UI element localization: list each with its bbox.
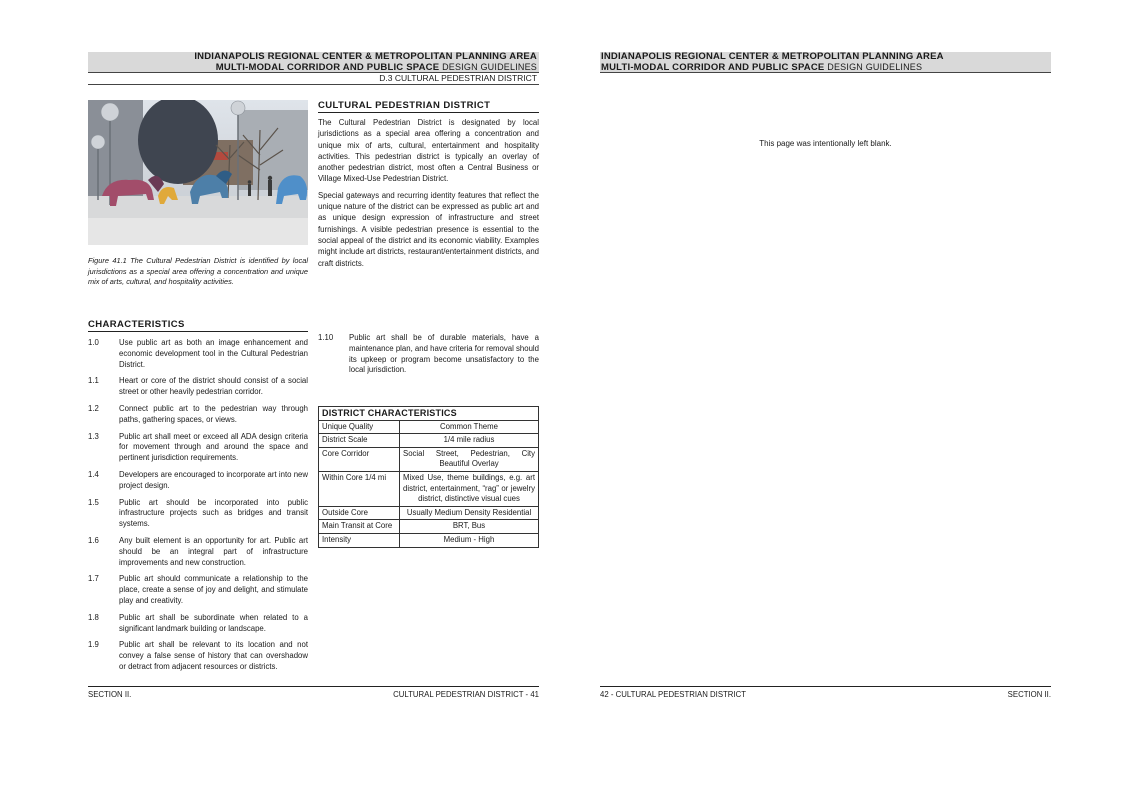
list-item bbox=[88, 470, 308, 492]
item-number: 1.6 bbox=[88, 535, 99, 545]
table-row bbox=[319, 434, 539, 448]
intro-heading: CULTURAL PEDESTRIAN DISTRICT bbox=[318, 100, 539, 113]
item-text: Any built element is an opportunity for art. Public art should be an integral part of infrastructure improvements and new construction. bbox=[119, 535, 308, 567]
footer-right: CULTURAL PEDESTRIAN DISTRICT - 41 bbox=[393, 690, 539, 699]
table-value: Social Street, Pedestrian, City Beautiful Overlay bbox=[400, 447, 539, 471]
table-row bbox=[319, 533, 539, 547]
item-number: 1.0 bbox=[88, 338, 99, 347]
table-value: 1/4 mile radius bbox=[400, 434, 539, 448]
table-row bbox=[319, 506, 539, 520]
table-value: Mixed Use, theme buildings, e.g. art district, entertainment, “rag” or jewelry district, distinctive visual cues bbox=[400, 471, 539, 506]
table-label: Main Transit at Core bbox=[319, 520, 400, 534]
list-item bbox=[88, 376, 308, 398]
item-text: Public art should be incorporated into public infrastructure projects such as bridges and transit systems. bbox=[119, 497, 308, 529]
characteristics-heading: CHARACTERISTICS bbox=[88, 319, 308, 332]
header-subtitle-thin: DESIGN GUIDELINES bbox=[827, 62, 923, 72]
list-item bbox=[88, 432, 308, 464]
characteristics-section bbox=[88, 319, 308, 673]
item-text: Use public art as both an image enhancement and economic development tool in the Cultural Pedestrian District. bbox=[119, 338, 308, 369]
list-item bbox=[88, 613, 308, 635]
list-item bbox=[88, 338, 308, 370]
district-photo bbox=[88, 100, 308, 245]
table-value: Medium - High bbox=[400, 533, 539, 547]
item-number: 1.8 bbox=[88, 612, 99, 622]
table-label: Within Core 1/4 mi bbox=[319, 471, 400, 506]
table-label: Unique Quality bbox=[319, 420, 400, 434]
page-header bbox=[600, 52, 1051, 73]
list-item bbox=[88, 404, 308, 426]
footer-left: 42 - CULTURAL PEDESTRIAN DISTRICT bbox=[600, 690, 746, 699]
item-number: 1.9 bbox=[88, 640, 99, 650]
list-item bbox=[88, 574, 308, 606]
district-characteristics-table bbox=[318, 406, 539, 548]
intro-section bbox=[318, 100, 539, 269]
header-subtitle-bold: MULTI-MODAL CORRIDOR AND PUBLIC SPACE bbox=[601, 62, 825, 72]
list-item bbox=[88, 498, 308, 530]
list-item bbox=[88, 536, 308, 568]
figure-caption: Figure 41.1 The Cultural Pedestrian District is identified by local jurisdictions as a special area offering a concentration and unique mix of arts, cultural, and hospitality activities. bbox=[88, 256, 308, 287]
table-value: Usually Medium Density Residential bbox=[400, 506, 539, 520]
item-text: Public art shall meet or exceed all ADA design criteria for movement through and around the space and pertinent jurisdiction requirements. bbox=[119, 431, 308, 463]
header-title: INDIANAPOLIS REGIONAL CENTER & METROPOLITAN PLANNING AREA bbox=[88, 52, 539, 62]
left-page bbox=[88, 0, 539, 794]
table-row bbox=[319, 471, 539, 506]
item-number: 1.10 bbox=[318, 333, 334, 342]
page-header bbox=[88, 52, 539, 85]
footer-right: SECTION II. bbox=[1007, 690, 1051, 699]
item-number: 1.2 bbox=[88, 403, 99, 413]
header-subtitle-thin: DESIGN GUIDELINES bbox=[442, 62, 537, 72]
table-label: Outside Core bbox=[319, 506, 400, 520]
item-text: Public art shall be of durable materials, have a maintenance plan, and have criteria for removal should its upkeep or program become unsatisfactory to the local jurisdiction. bbox=[349, 333, 539, 375]
table-heading: DISTRICT CHARACTERISTICS bbox=[319, 407, 539, 421]
header-subtitle bbox=[600, 62, 1051, 72]
table-row bbox=[319, 520, 539, 534]
table-label: Core Corridor bbox=[319, 447, 400, 471]
table-row bbox=[319, 447, 539, 471]
item-text: Public art shall be relevant to its location and not convey a false sense of history that can overshadow or detract from adjacent resources or districts. bbox=[119, 640, 308, 671]
intro-paragraph: Special gateways and recurring identity features that reflect the unique nature of the district can be expressed as public art and as unique design expression of infrastructure and street furnishings. A visible pedestrian presence is essential to the social appeal of the district and its economic viability. Examples might include art districts, restaurant/entertainment districts, and craft districts. bbox=[318, 190, 540, 268]
page-footer bbox=[88, 686, 539, 699]
table-label: Intensity bbox=[319, 533, 400, 547]
item-number: 1.3 bbox=[88, 431, 99, 441]
header-subtitle bbox=[88, 62, 539, 72]
right-page bbox=[600, 0, 1051, 794]
item-text: Public art should communicate a relationship to the place, create a sense of joy and delight, and stimulate play and creativity. bbox=[119, 574, 308, 605]
item-number: 1.7 bbox=[88, 574, 99, 584]
list-item bbox=[318, 333, 539, 376]
table-value: Common Theme bbox=[400, 420, 539, 434]
item-number: 1.4 bbox=[88, 469, 99, 479]
header-subtitle-bold: MULTI-MODAL CORRIDOR AND PUBLIC SPACE bbox=[215, 62, 440, 72]
intro-paragraph: The Cultural Pedestrian District is designated by local jurisdictions as a special area offering a concentration and unique mix of arts, cultural, entertainment and hospitality activities. This pedestrian district is typically an overlay of another pedestrian district, most often a Central Business or Village Mixed-Use Pedestrian District. bbox=[318, 118, 539, 184]
footer-left: SECTION II. bbox=[88, 690, 132, 699]
item-text: Heart or core of the district should consist of a social street or other heavily pedestrian corridor. bbox=[119, 376, 308, 397]
header-rule-bottom bbox=[88, 84, 539, 85]
item-number: 1.1 bbox=[88, 376, 99, 386]
item-text: Public art shall be subordinate when related to a significant landmark building or landscape. bbox=[119, 612, 308, 633]
item-number: 1.5 bbox=[88, 497, 99, 507]
item-text: Developers are encouraged to incorporate art into new project design. bbox=[119, 469, 308, 490]
page-footer bbox=[600, 686, 1051, 699]
blank-page-note: This page was intentionally left blank. bbox=[759, 139, 892, 148]
table-value: BRT, Bus bbox=[400, 520, 539, 534]
table-row bbox=[319, 420, 539, 434]
list-item bbox=[88, 640, 308, 672]
header-rule bbox=[600, 72, 1051, 73]
item-text: Connect public art to the pedestrian way through paths, gathering spaces, or views. bbox=[119, 403, 308, 424]
header-section-ref: D.3 CULTURAL PEDESTRIAN DISTRICT bbox=[379, 73, 537, 83]
table-label: District Scale bbox=[319, 434, 400, 448]
header-title: INDIANAPOLIS REGIONAL CENTER & METROPOLITAN PLANNING AREA bbox=[600, 52, 1051, 62]
